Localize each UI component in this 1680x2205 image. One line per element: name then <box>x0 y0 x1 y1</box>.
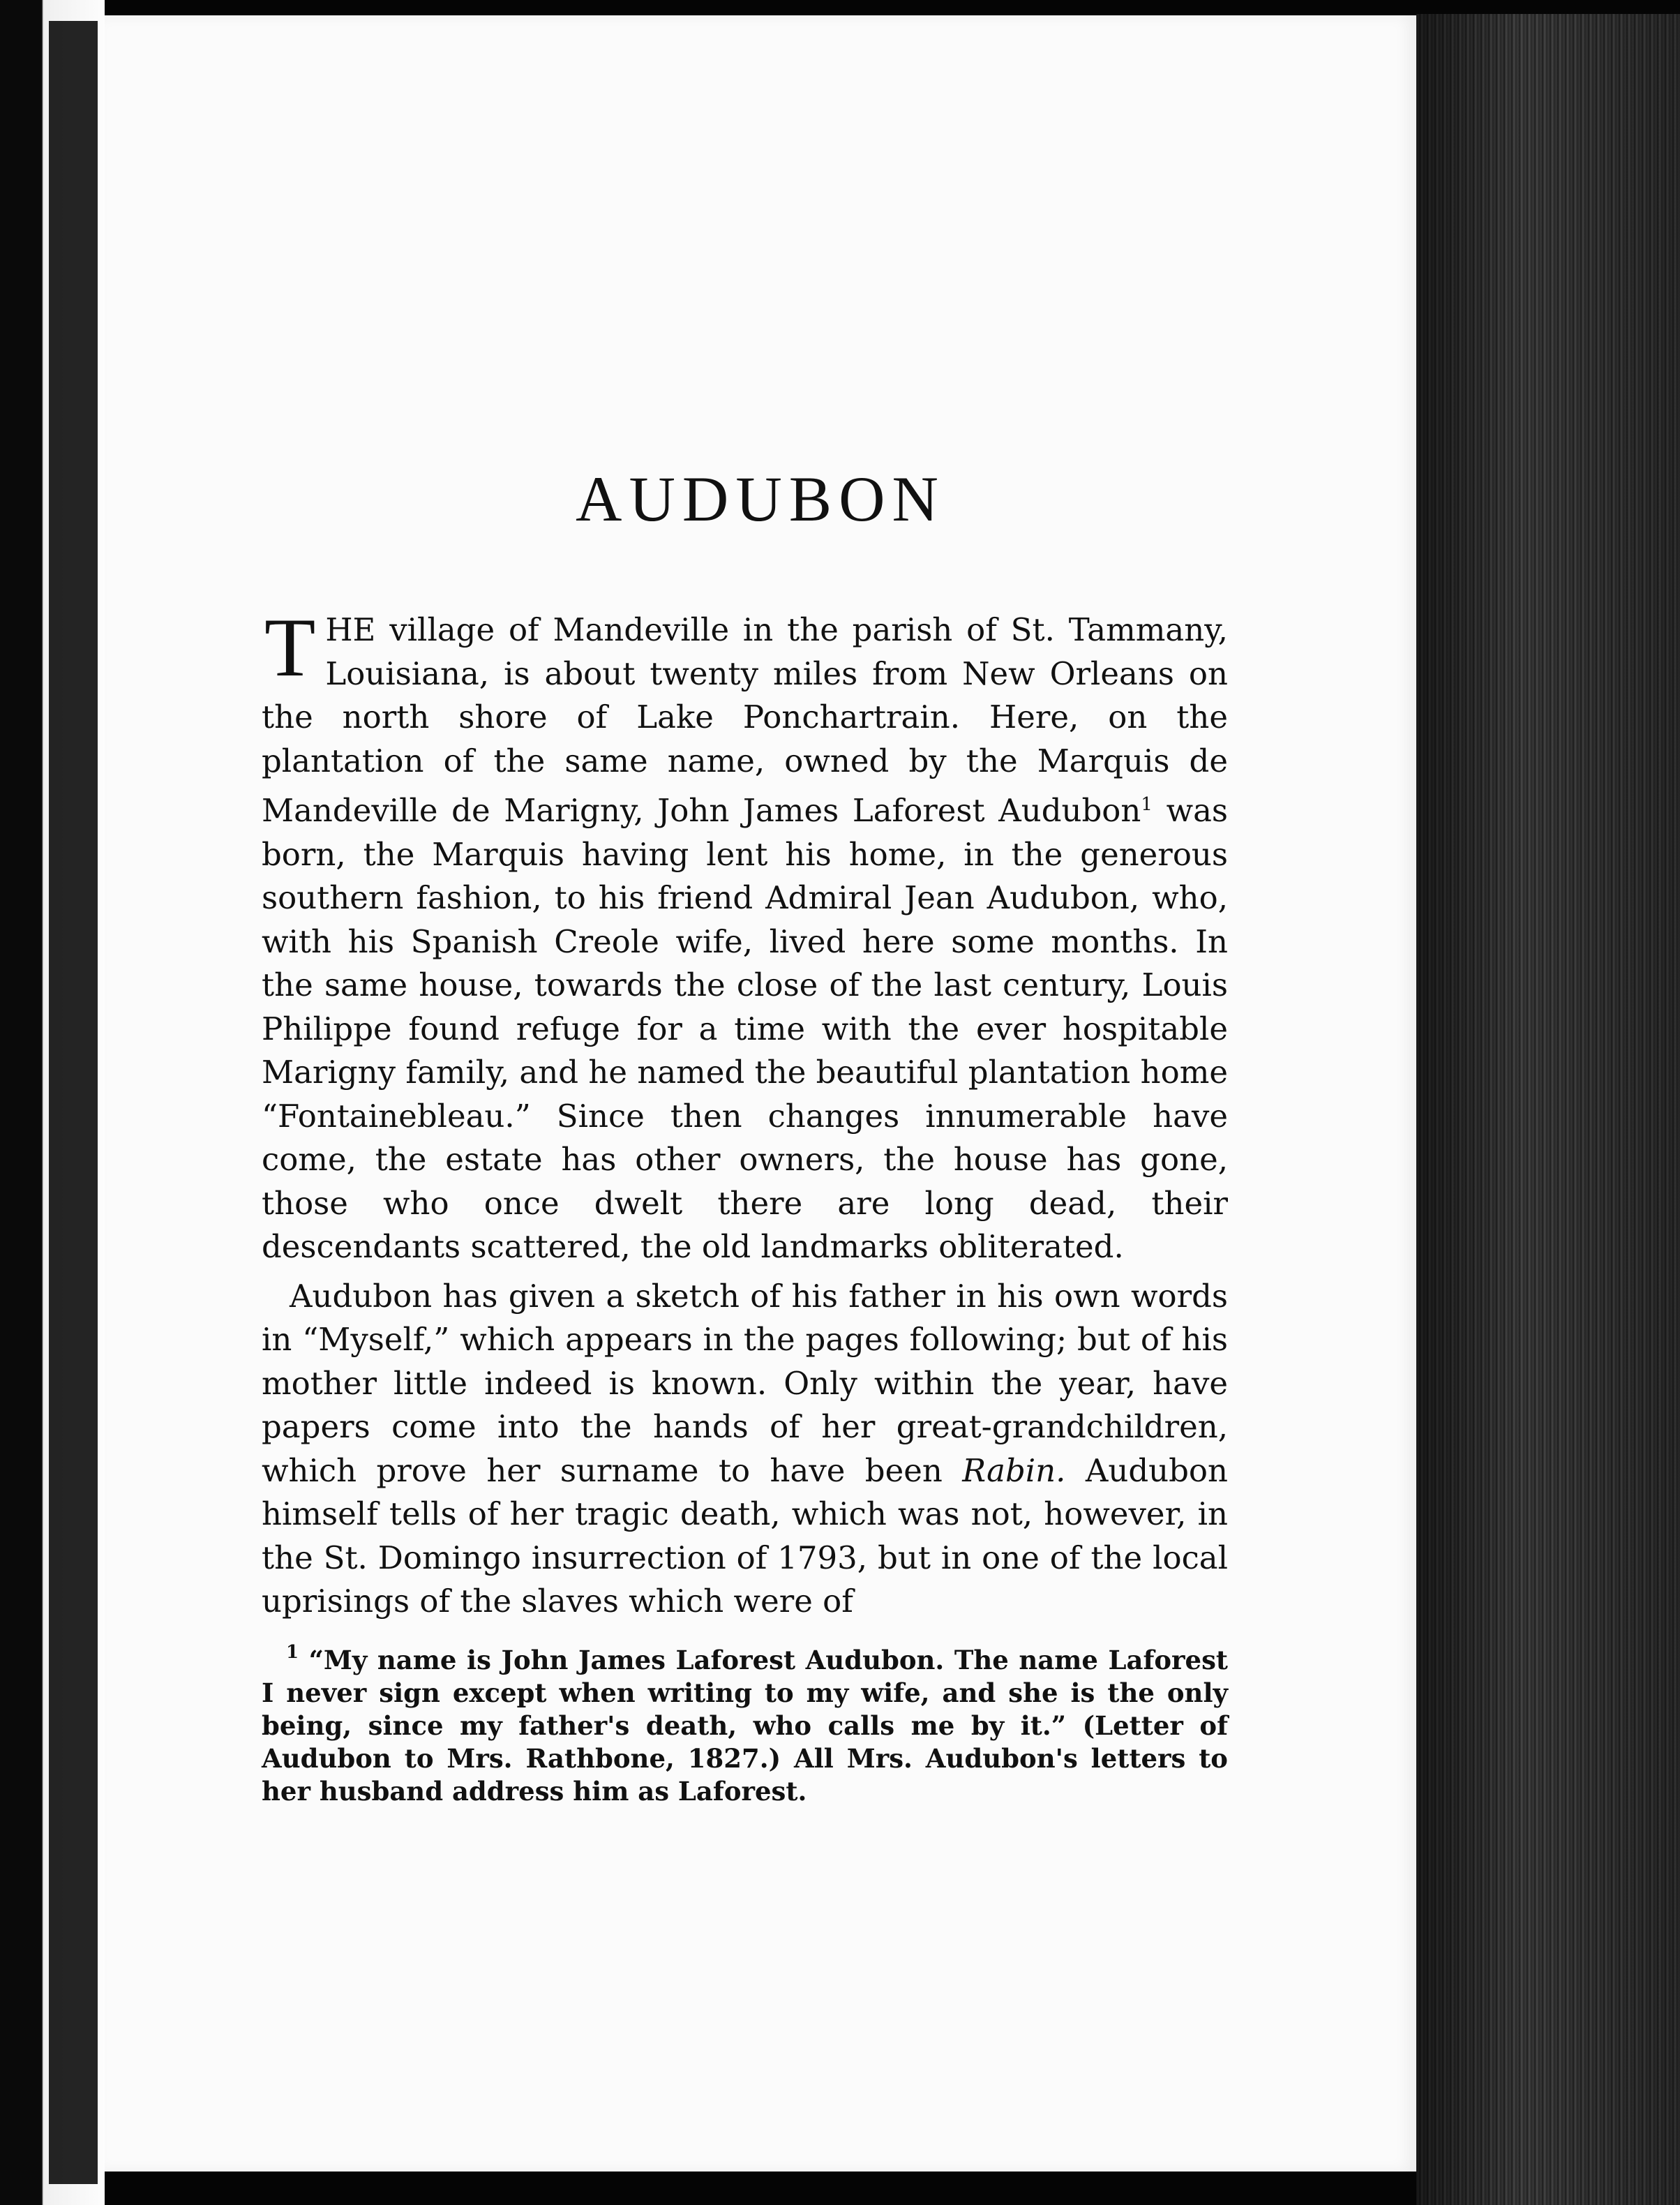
footnote-mark: 1 <box>286 1641 299 1663</box>
paragraph-2-text: Audubon has given a sketch of his father in his own words in “Myself,” which appears in the pages following; but of his mother little indeed is known. Only within the year, have papers come into the hands of her great-grandchildren, which prove her surname to have been <box>262 1277 1228 1489</box>
paragraph-2 <box>262 1275 1228 1624</box>
footnote <box>262 1636 1228 1808</box>
chapter-title: AUDUBON <box>576 463 945 535</box>
page-stack-shadow <box>1416 14 1680 2205</box>
footnote-reference: 1 <box>1141 794 1153 815</box>
paragraph-1-text: village of Mandeville in the parish of St. Tammany, Louisiana, is about twenty miles from New Orleans on the north shore of Lake Ponchartrain. Here, on the plantation of the same name, owned by the Marquis de Mandeville de Marigny, John James Laforest Audubon <box>262 611 1228 829</box>
drop-cap: T <box>264 601 316 694</box>
footnote-text: “My name is John James Laforest Audubon. The name Laforest I never sign except when writing to my wife, and she is the only being, since my father's death, who calls me by it.” (Letter of Audubon to Mrs. Rathbone, 1827.) All Mrs. Audubon's letters to her husband address him as Laforest. <box>262 1644 1228 1807</box>
paragraph-1-lead: HE <box>325 611 376 648</box>
page-body <box>262 601 1229 1808</box>
paragraph-2-italic: Rabin. <box>962 1451 1066 1489</box>
paragraph-1 <box>262 601 1229 1269</box>
paragraph-1-text-continued: was born, the Marquis having lent his home, in the generous southern fashion, to his friend Admiral Jean Audubon, who, with his Spanish Creole wife, lived here some months. In the same house, towards the close of the last century, Louis Philippe found refuge for a time with the ever hospitable Marigny family, and he named the beautiful plantation home “Fontainebleau.” Since then changes innumerable have come, the estate has other owners, the house has gone, those who once dwelt there are long dead, their descendants scattered, the old landmarks obliterated. <box>262 792 1229 1265</box>
binding-gutter <box>49 21 98 2184</box>
book-page <box>105 15 1416 2172</box>
paragraph-2-text-continued: Audubon himself tells of her tragic death, which was not, however, in the St. Domingo insurrection of 1793, but in one of the local uprisings of the slaves which were of <box>262 1451 1228 1620</box>
